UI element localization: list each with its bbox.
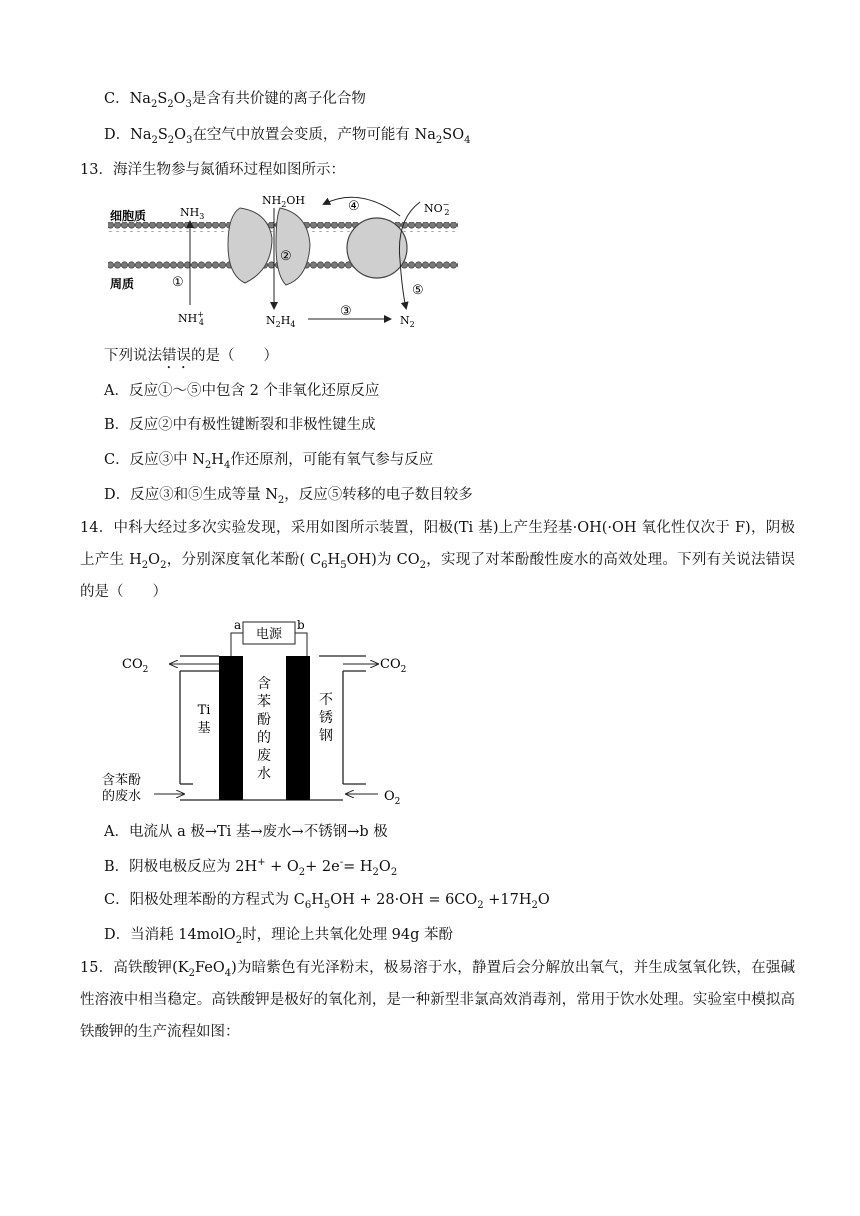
- wire-a: [231, 633, 243, 656]
- circle-4: ④: [348, 199, 360, 214]
- q15-stem: 15．高铁酸钾$(K_2FeO_4)$为暗紫色有光泽粉末，极易溶于水，静置后会分解放出氧气，并生成氢氧化铁，在强碱性溶液中相当稳定。高铁酸钾是极好的氧化剂，是一种新型非氯高效消毒剂，常用于饮水处理。实验室中模拟高铁酸钾的生产流程如图：: [80, 960, 795, 1040]
- electrolysis-figure: [98, 614, 428, 810]
- svg-text:废: 废: [257, 748, 271, 764]
- q13-option-a: A．反应①～⑤中包含 2 个非氧化还原反应: [104, 383, 380, 399]
- circle-5: ⑤: [412, 283, 424, 298]
- svg-text:的: 的: [257, 730, 271, 746]
- svg-text:酚: 酚: [257, 712, 271, 728]
- arrow-4: [324, 197, 400, 216]
- nitrogen-cycle-figure: [100, 190, 480, 330]
- circle-1: ①: [172, 275, 184, 290]
- ti-electrode: [219, 656, 243, 800]
- label-inlet-2: 的废水: [102, 789, 142, 804]
- q13-option-c: C．反应③中 $N_2H_4$作还原剂，可能有氧气参与反应: [104, 452, 434, 471]
- label-nh2oh: $NH_2OH$: [262, 194, 305, 209]
- q14-option-b: B．阴极电极反应为 $2H^+ + O_2+ 2e^-= H_2O_2$: [104, 857, 398, 878]
- label-no2: NO− 2: [424, 200, 450, 217]
- terminal-a: a: [234, 618, 242, 632]
- terminal-b: b: [297, 618, 305, 632]
- label-periplasm: 周质: [110, 277, 135, 291]
- svg-text:苯: 苯: [257, 694, 271, 710]
- power-source-label: 电源: [255, 627, 283, 642]
- q13-option-b: B．反应②中有极性键断裂和非极性键生成: [104, 417, 376, 433]
- q12-option-c: C．$Na_2S_2O_3$是含有共价键的离子化合物: [104, 91, 366, 110]
- label-inlet-1: 含苯酚: [102, 773, 142, 788]
- q12-option-d: D．$Na_2S_2O_3$在空气中放置会变质，产物可能有 $Na_2SO_4$: [104, 127, 471, 146]
- enzyme-circle: [347, 218, 407, 278]
- label-nh4: NH+ 4: [178, 310, 205, 327]
- circle-2: ②: [280, 249, 292, 264]
- q13-question: 下列说法错误的是（ ）: [104, 348, 278, 364]
- wire-b: [295, 633, 307, 656]
- label-n2h4: $N_2H_4$: [266, 314, 296, 329]
- label-stainless-steel: [319, 692, 333, 744]
- svg-text:钢: 钢: [319, 728, 333, 744]
- q14-stem: 14．中科大经过多次实验发现，采用如图所示装置，阳极(Ti 基)上产生羟基·OH(·OH 氧化性仅次于 F)，阴极上产生 $H_2O_2$，分别深度氧化苯酚( $C_6H_5OH$)为 $CO_2$，实现了对苯酚酸性废水的高效处理。下列有关说法错误的是（ ）: [80, 520, 795, 600]
- steel-electrode: [286, 656, 310, 800]
- svg-text:水: 水: [257, 766, 271, 782]
- label-ti-base: 基: [197, 721, 211, 736]
- channel-protein-left: [228, 208, 272, 283]
- channel-protein-right: [276, 208, 310, 285]
- label-cytoplasm: 细胞质: [110, 209, 147, 223]
- circle-3: ③: [340, 304, 352, 319]
- q14-option-a: A．电流从 a 极→Ti 基→废水→不锈钢→b 极: [104, 824, 388, 840]
- svg-text:锈: 锈: [319, 710, 333, 726]
- label-n2: $N_2$: [400, 314, 415, 329]
- label-nh3: $NH_3$: [180, 206, 205, 221]
- q13-stem: 13．海洋生物参与氮循环过程如图所示：: [80, 162, 345, 178]
- label-o2: $O_2$: [384, 789, 401, 807]
- label-co2-left: $CO_2$: [122, 657, 149, 675]
- svg-text:含: 含: [257, 676, 271, 692]
- svg-text:不: 不: [319, 692, 333, 708]
- label-co2-right: $CO_2$: [380, 657, 407, 675]
- q13-option-d: D．反应③和⑤生成等量 $N_2$，反应⑤转移的电子数目较多: [104, 487, 473, 506]
- label-ti: Ti: [197, 703, 211, 718]
- q14-option-c: C．阳极处理苯酚的方程式为 $C_6H_5OH + 28\cdot OH = 6CO_2 +17H_2O$: [104, 892, 550, 911]
- q14-option-d: D．当消耗 14molO$_2$时，理论上共氧化处理 94g 苯酚: [104, 927, 454, 946]
- label-wastewater-vertical: [257, 676, 271, 782]
